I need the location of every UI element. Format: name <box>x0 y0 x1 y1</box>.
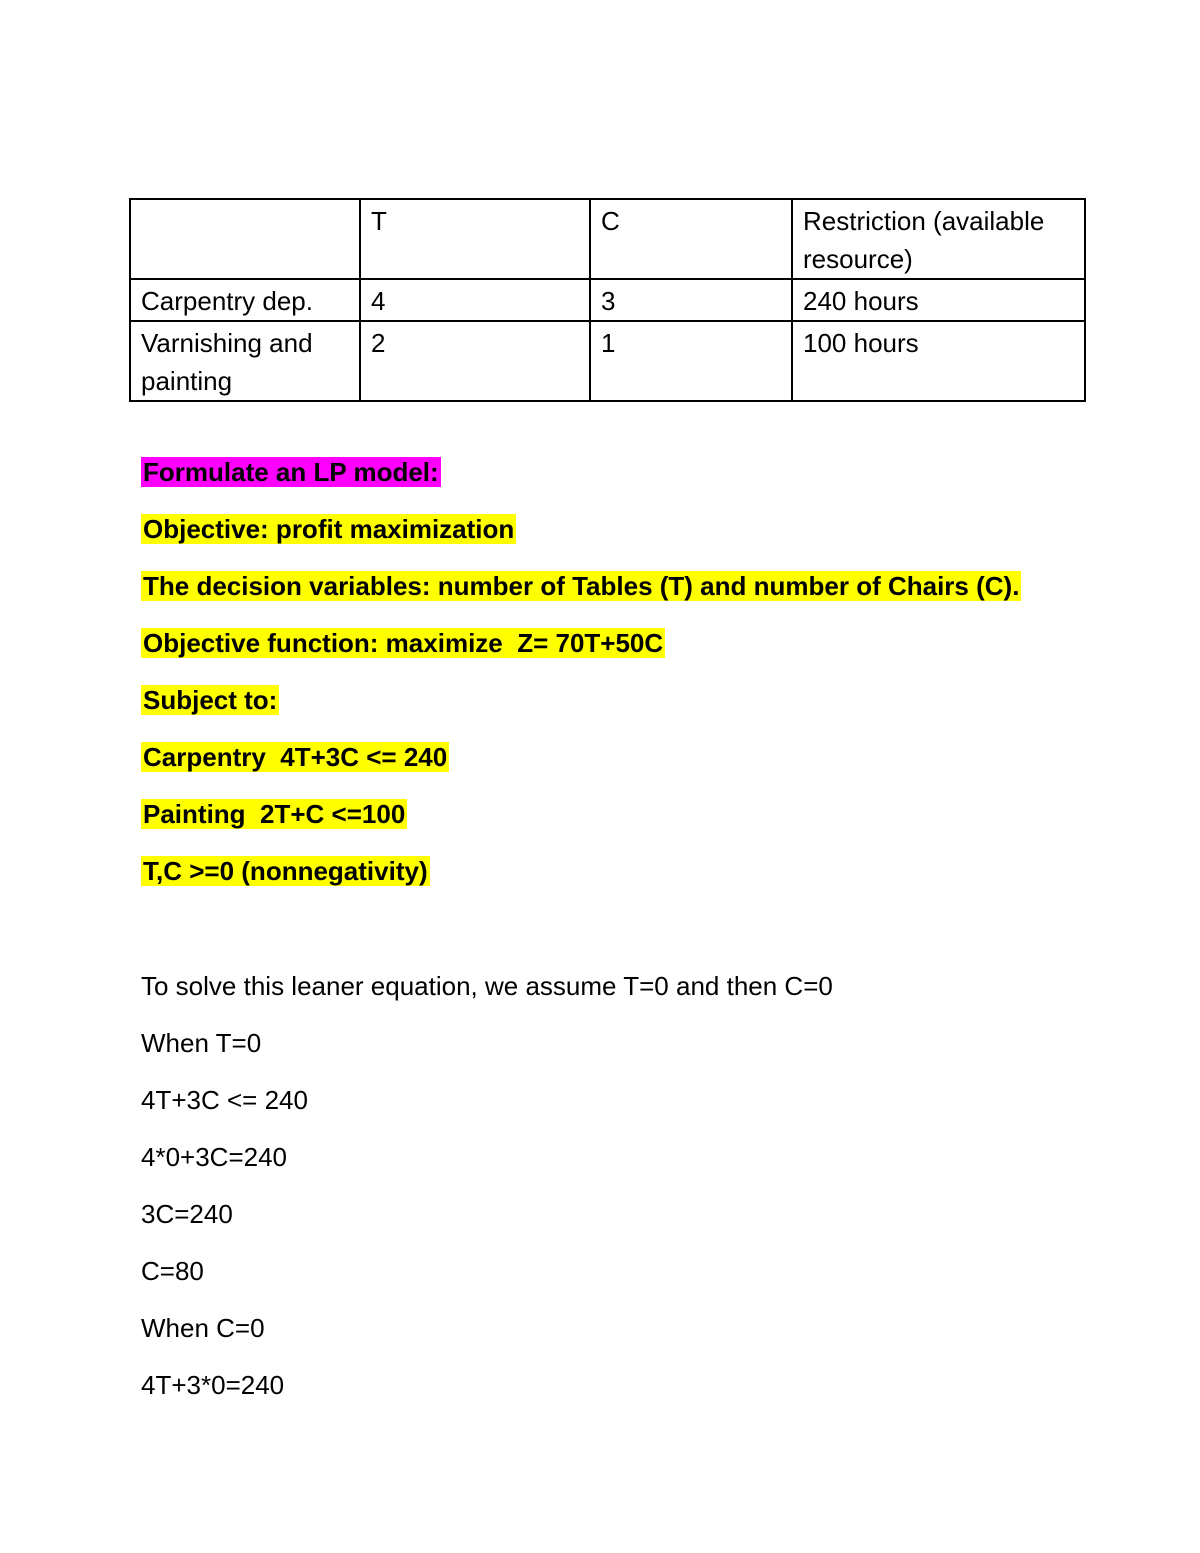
objective-text: Objective: profit maximization <box>143 514 515 544</box>
table-header-row <box>130 199 1085 279</box>
solution-intro: To solve this leaner equation, we assume T=0 and then C=0 <box>141 971 833 1001</box>
objective-line <box>141 511 516 547</box>
table-cell: 100 hours <box>792 321 1085 401</box>
resource-table <box>129 198 1086 402</box>
table-cell: 3 <box>590 279 792 321</box>
when-t0-text: When T=0 <box>141 1028 262 1058</box>
table-cell: 2 <box>360 321 590 401</box>
model-heading-line <box>141 454 441 490</box>
step-text: 4T+3C <= 240 <box>141 1085 308 1115</box>
table-row <box>130 279 1085 321</box>
table-cell: T <box>360 199 590 279</box>
table-cell: Varnishing and painting <box>130 321 360 401</box>
subject-to-text: Subject to: <box>143 685 278 715</box>
table-cell: C <box>590 199 792 279</box>
when-c0-text: When C=0 <box>141 1313 265 1343</box>
objective-function-text: Objective function: maximize Z= 70T+50C <box>143 628 664 658</box>
nonnegativity-text: T,C >=0 (nonnegativity) <box>143 856 428 886</box>
nonnegativity-line <box>141 853 430 889</box>
model-heading: Formulate an LP model: <box>143 457 439 487</box>
table-cell: 4 <box>360 279 590 321</box>
table-row <box>130 321 1085 401</box>
decision-variables-text: The decision variables: number of Tables (T) and number of Chairs (C). <box>143 571 1020 601</box>
constraint-painting-line <box>141 796 407 832</box>
constraint-carpentry-line <box>141 739 449 775</box>
step-text: 4T+3*0=240 <box>141 1370 285 1400</box>
constraint-painting-text: Painting 2T+C <=100 <box>143 799 406 829</box>
table-cell <box>130 199 360 279</box>
constraint-carpentry-text: Carpentry 4T+3C <= 240 <box>143 742 448 772</box>
step-text: 4*0+3C=240 <box>141 1142 288 1172</box>
table-cell: 240 hours <box>792 279 1085 321</box>
table-cell: Restriction (available resource) <box>792 199 1085 279</box>
step-text: 3C=240 <box>141 1199 233 1229</box>
decision-variables-line <box>141 568 1021 604</box>
subject-to-line <box>141 682 279 718</box>
table-cell: 1 <box>590 321 792 401</box>
step-text: C=80 <box>141 1256 204 1286</box>
objective-function-line <box>141 625 665 661</box>
table-cell: Carpentry dep. <box>130 279 360 321</box>
